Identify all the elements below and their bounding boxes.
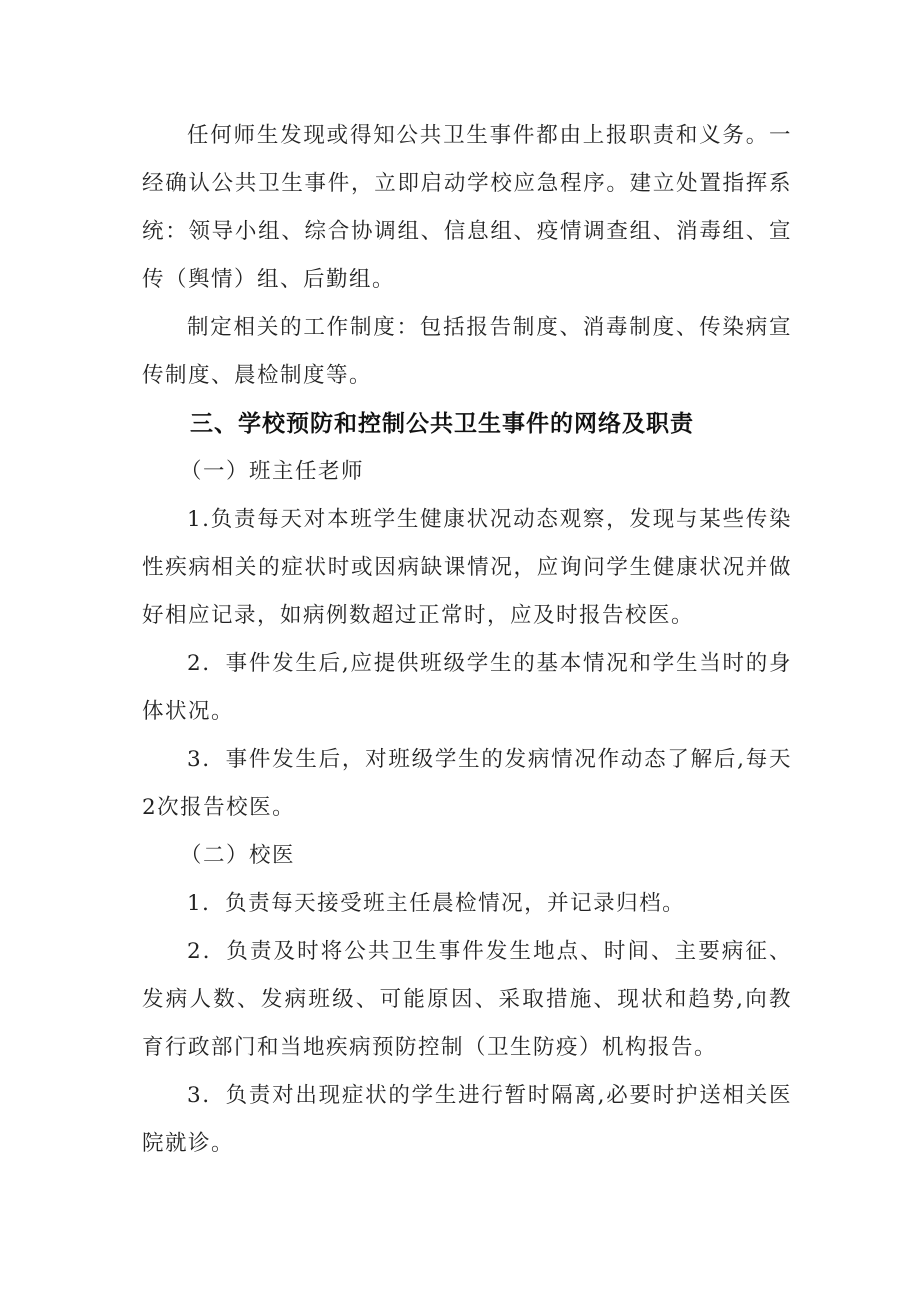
head-teacher-item-2: 2．事件发生后,应提供班级学生的基本情况和学生当时的身体状况。 xyxy=(142,651,792,724)
paragraph-emergency-procedure: 任何师生发现或得知公共卫生事件都由上报职责和义务。一经确认公共卫生事件，立即启动学校应急程序。建立处置指挥系统：领导小组、综合协调组、信息组、疫情调查组、消毒组、宣传（舆情）组、后勤组。 xyxy=(142,123,792,292)
section-heading: 三、学校预防和控制公共卫生事件的网络及职责 xyxy=(190,411,694,437)
head-teacher-item-1: 1.负责每天对本班学生健康状况动态观察，发现与某些传染性疾病相关的症状时或因病缺课情况，应询问学生健康状况并做好相应记录，如病例数超过正常时，应及时报告校医。 xyxy=(142,507,792,628)
subsection-title-school-doctor: （二）校医 xyxy=(180,843,296,868)
subsection-title-head-teacher: （一）班主任老师 xyxy=(180,459,365,484)
paragraph-work-system: 制定相关的工作制度：包括报告制度、消毒制度、传染病宣传制度、晨检制度等。 xyxy=(142,315,792,388)
school-doctor-item-1: 1．负责每天接受班主任晨检情况，并记录归档。 xyxy=(187,891,686,916)
school-doctor-item-3: 3．负责对出现症状的学生进行暂时隔离,必要时护送相关医院就诊。 xyxy=(142,1083,792,1156)
school-doctor-item-2: 2．负责及时将公共卫生事件发生地点、时间、主要病征、发病人数、发病班级、可能原因、采取措施、现状和趋势,向教育行政部门和当地疾病预防控制（卫生防疫）机构报告。 xyxy=(142,939,792,1060)
head-teacher-item-3: 3．事件发生后，对班级学生的发病情况作动态了解后,每天2次报告校医。 xyxy=(142,747,792,820)
